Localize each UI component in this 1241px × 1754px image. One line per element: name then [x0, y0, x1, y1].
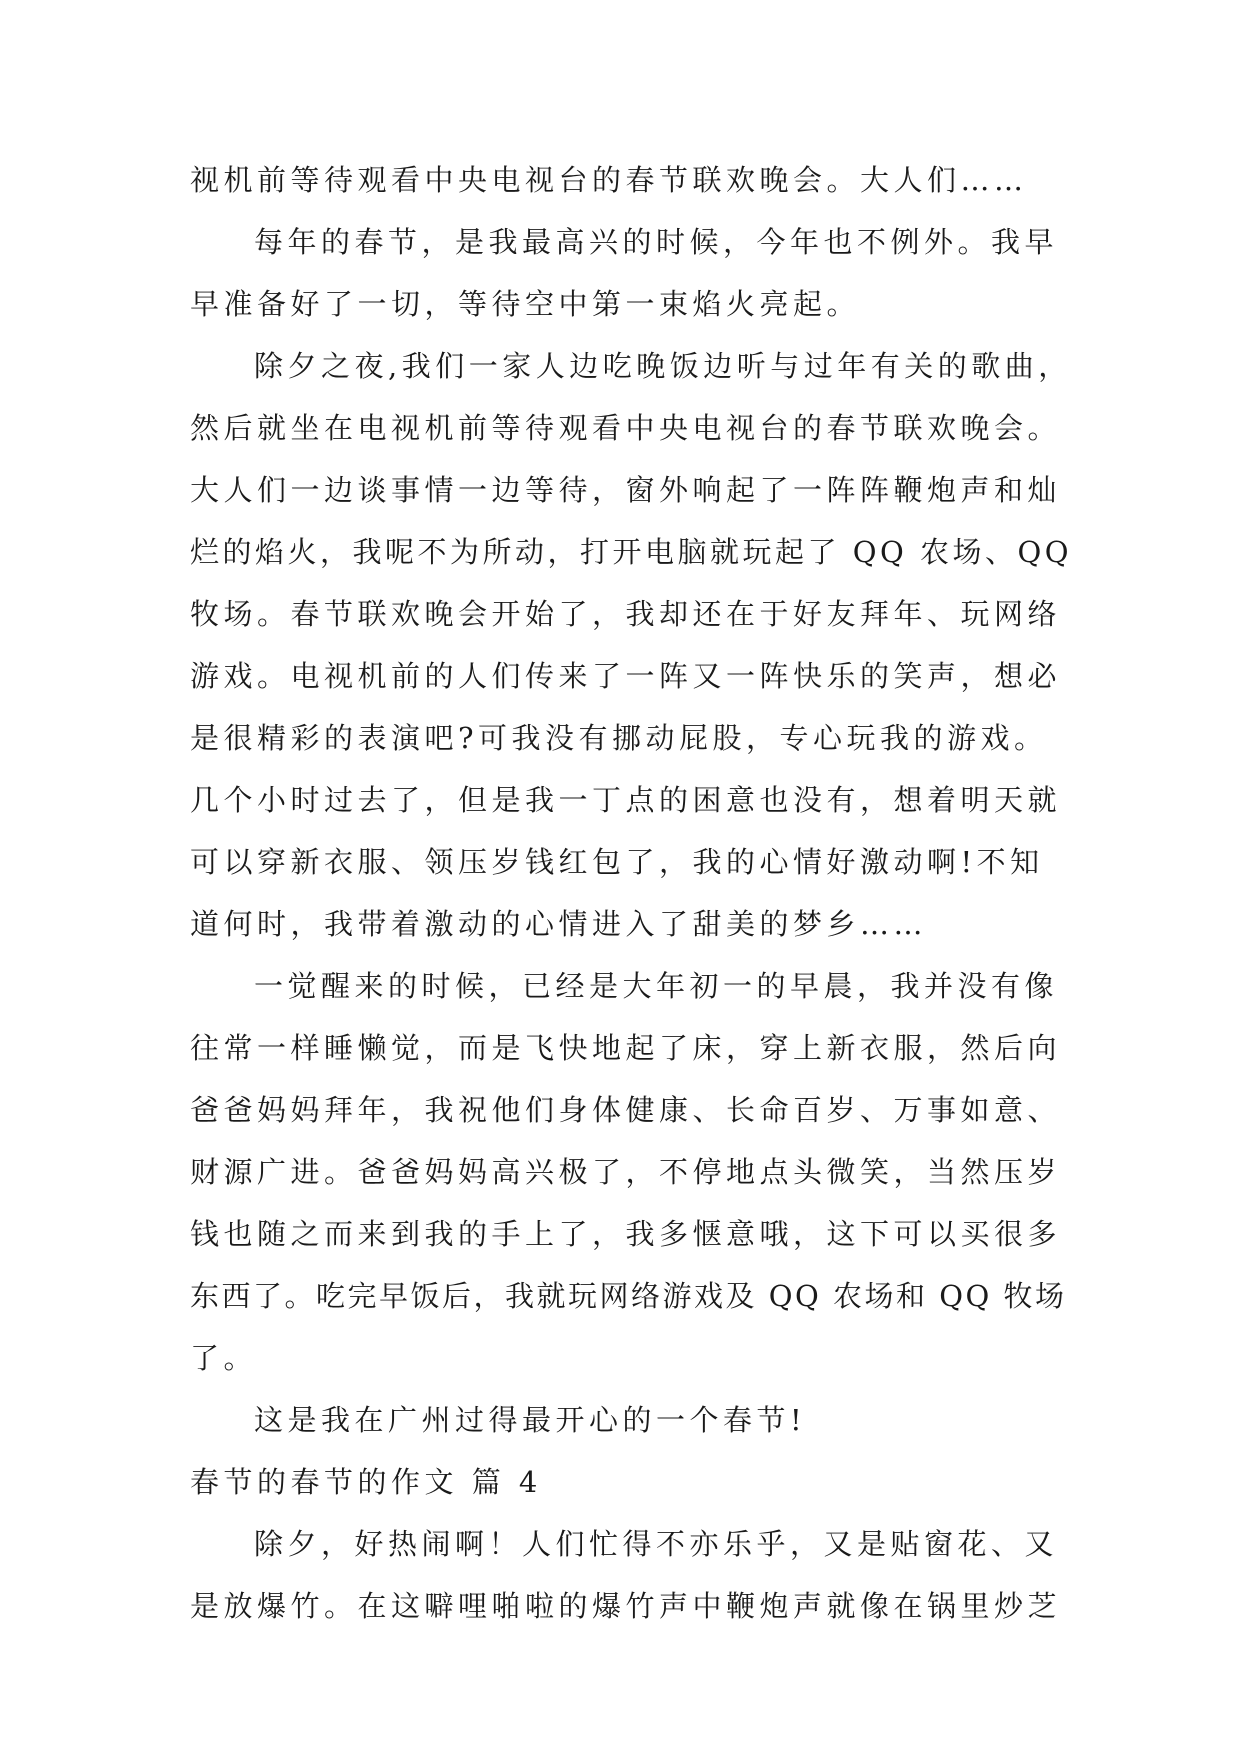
text-line: 道何时，我带着激动的心情进入了甜美的梦乡…… — [190, 907, 928, 941]
text-line: 大人们一边谈事情一边等待，窗外响起了一阵阵鞭炮声和灿 — [190, 473, 1062, 507]
paragraph-start-line: 每年的春节，是我最高兴的时候，今年也不例外。我早 — [254, 225, 1059, 259]
text-line: 是放爆竹。在这噼哩啪啦的爆竹声中鞭炮声就像在锅里炒芝 — [190, 1589, 1062, 1623]
paragraph-start-line: 除夕，好热闹啊！人们忙得不亦乐乎，又是贴窗花、又 — [254, 1527, 1059, 1561]
text-line: 了。 — [190, 1341, 258, 1375]
text-line: 东西了。吃完早饭后，我就玩网络游戏及 QQ 农场和 QQ 牧场 — [190, 1279, 1067, 1313]
text-line: 游戏。电视机前的人们传来了一阵又一阵快乐的笑声，想必 — [190, 659, 1062, 693]
paragraph-start-line: 一觉醒来的时候，已经是大年初一的早晨，我并没有像 — [254, 969, 1059, 1003]
text-line: 是很精彩的表演吧?可我没有挪动屁股，专心玩我的游戏。 — [190, 721, 1048, 755]
text-line: 爸爸妈妈拜年，我祝他们身体健康、长命百岁、万事如意、 — [190, 1093, 1062, 1127]
text-line: 几个小时过去了，但是我一丁点的困意也没有，想着明天就 — [190, 783, 1062, 817]
text-line: 烂的焰火，我呢不为所动，打开电脑就玩起了 QQ 农场、QQ — [190, 535, 1073, 569]
text-line: 牧场。春节联欢晚会开始了，我却还在于好友拜年、玩网络 — [190, 597, 1062, 631]
text-line: 可以穿新衣服、领压岁钱红包了，我的心情好激动啊!不知 — [190, 845, 1044, 879]
text-line: 财源广进。爸爸妈妈高兴极了，不停地点头微笑，当然压岁 — [190, 1155, 1062, 1189]
text-line: 早准备好了一切，等待空中第一束焰火亮起。 — [190, 287, 861, 321]
paragraph-start-line: 除夕之夜,我们一家人边吃晚饭边听与过年有关的歌曲， — [254, 349, 1072, 383]
text-line: 钱也随之而来到我的手上了，我多惬意哦，这下可以买很多 — [190, 1217, 1062, 1251]
section-heading: 春节的春节的作文 篇 4 — [190, 1465, 542, 1499]
paragraph-start-line: 这是我在广州过得最开心的一个春节! — [254, 1403, 807, 1437]
text-line: 然后就坐在电视机前等待观看中央电视台的春节联欢晚会。 — [190, 411, 1062, 445]
text-line: 往常一样睡懒觉，而是飞快地起了床，穿上新衣服，然后向 — [190, 1031, 1062, 1065]
text-line: 视机前等待观看中央电视台的春节联欢晚会。大人们…… — [190, 163, 1028, 197]
